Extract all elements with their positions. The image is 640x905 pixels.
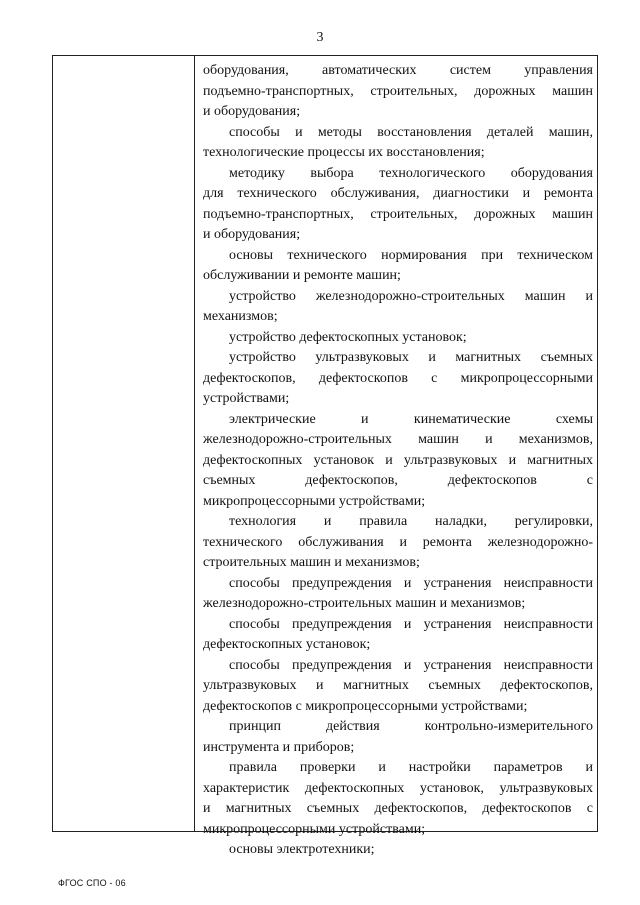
text-line: подъемно-транспортных, строительных, дорожных машин — [203, 206, 593, 222]
text-line: электрические и кинематические схемы — [229, 411, 593, 427]
text-line: технического обслуживания и ремонта железнодорожно- — [203, 534, 593, 550]
text-line: технология и правила наладки, регулировки, — [229, 514, 593, 529]
text-line: способы предупреждения и устранения неисправности — [229, 657, 593, 673]
text-line: дефектоскопных установок; — [203, 637, 371, 652]
text-line: устройство ультразвуковых и магнитных съемных — [229, 350, 593, 365]
text-line: строительных машин и механизмов; — [203, 555, 420, 570]
text-line: обслуживании и ремонте машин; — [203, 268, 401, 283]
text-line: основы технического нормирования при техническом — [229, 247, 593, 263]
text-line: способы предупреждения и устранения неисправности — [229, 575, 593, 591]
text-line: для технического обслуживания, диагностики и ремонта — [203, 186, 593, 201]
text-line: характеристик дефектоскопных установок, ультразвуковых — [203, 780, 593, 796]
text-line: железнодорожно-строительных машин и механизмов; — [203, 596, 526, 611]
text-line: железнодорожно-строительных машин и механизмов, — [203, 432, 593, 447]
text-line: способы предупреждения и устранения неисправности — [229, 616, 593, 632]
text-line: устройствами; — [203, 391, 290, 406]
text-line: дефектоскопов с микропроцессорными устройствами; — [203, 698, 528, 714]
text-line: методику выбора технологического оборудования — [229, 165, 593, 181]
page-number: 3 — [316, 30, 324, 45]
content-table — [52, 55, 598, 857]
text-line: инструмента и приборов; — [203, 739, 355, 755]
text-line: съемных дефектоскопов, дефектоскопов с — [203, 473, 593, 488]
text-line: способы и методы восстановления деталей машин, — [229, 124, 593, 140]
text-line: микропроцессорными устройствами; — [203, 821, 426, 837]
text-line: технологические процессы их восстановления; — [203, 145, 485, 160]
text-line: микропроцессорными устройствами; — [203, 493, 426, 509]
text-line: механизмов; — [203, 309, 278, 324]
text-line: дефектоскопных установок и ультразвуковых и магнитных — [203, 452, 593, 468]
text-line: дефектоскопов, дефектоскопов с микропроцессорными — [203, 370, 593, 386]
table-left-column — [53, 56, 195, 831]
text-line: ультразвуковых и магнитных съемных дефектоскопов, — [203, 678, 593, 693]
text-line: устройство дефектоскопных установок; — [229, 329, 467, 345]
text-line: подъемно-транспортных, строительных, дорожных машин — [203, 83, 593, 99]
text-line: и оборудования; — [203, 104, 301, 119]
text-line: правила проверки и настройки параметров и — [229, 760, 593, 775]
text-line: оборудования, автоматических систем управления — [203, 63, 593, 78]
text-line: устройство железнодорожно-строительных машин и — [229, 288, 593, 304]
table-right-column — [195, 56, 597, 857]
text-line: основы электротехники; — [229, 842, 375, 857]
text-line: и магнитных съемных дефектоскопов, дефектоскопов с — [203, 801, 593, 816]
document-footer: ФГОС СПО - 06 — [58, 878, 126, 888]
text-line: и оборудования; — [203, 227, 301, 242]
text-line: принцип действия контрольно-измерительного — [229, 719, 593, 734]
